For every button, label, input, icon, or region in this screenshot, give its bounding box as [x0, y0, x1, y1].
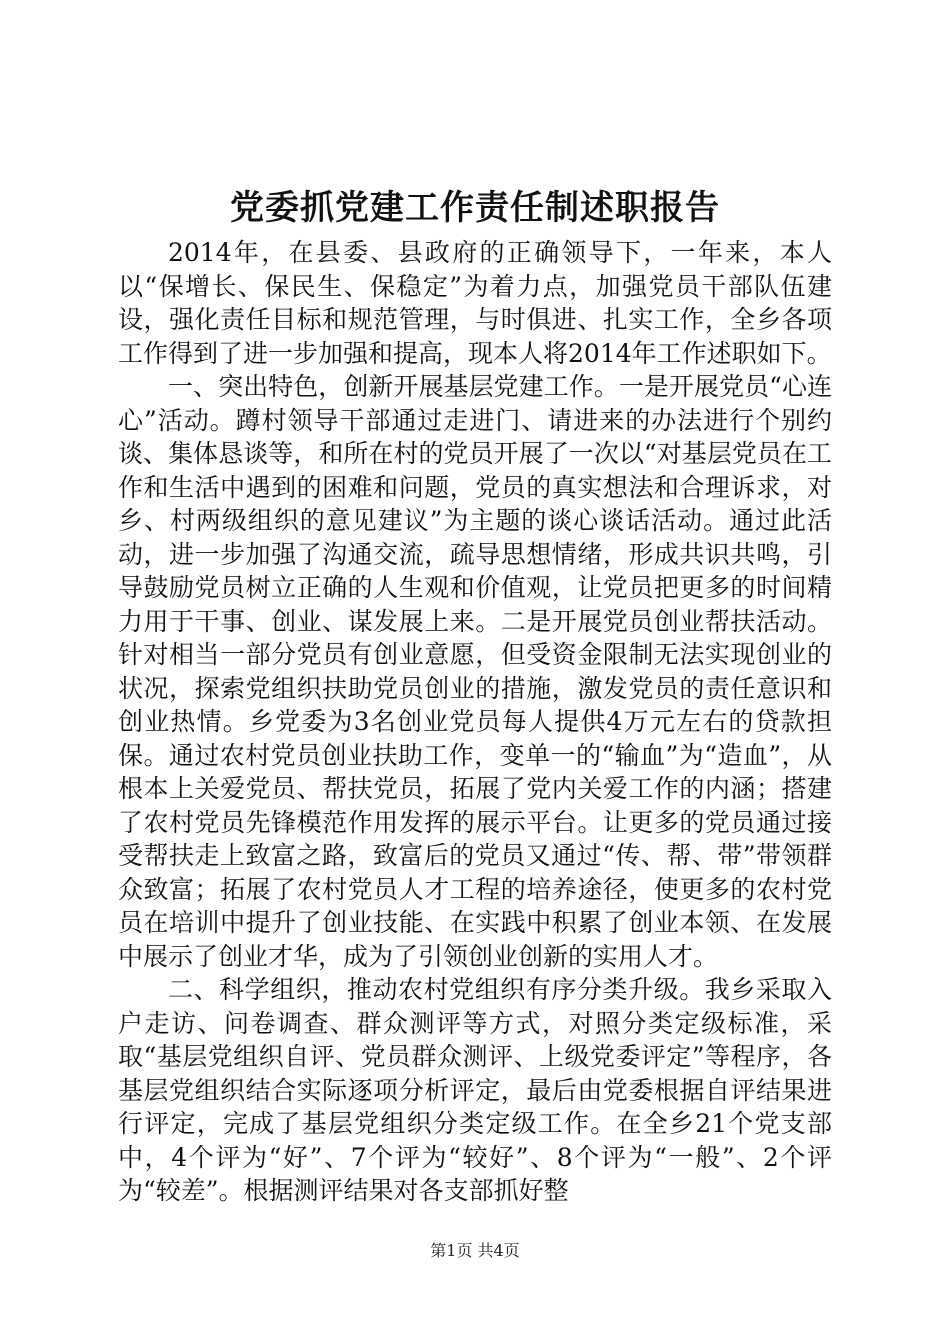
- document-title: 党委抓党建工作责任制述职报告: [230, 188, 720, 228]
- paragraph-intro: 2014年，在县委、县政府的正确领导下，一年来，本人以“保增长、保民生、保稳定”为着力点，加强党员干部队伍建设，强化责任目标和规范管理，与时俱进、扎实工作，全乡各项工作得到了进一步加强和提高，现本人将2014年工作述职如下。: [118, 238, 832, 368]
- document-body: [118, 236, 832, 1208]
- paragraph-section-one: 一、突出特色，创新开展基层党建工作。一是开展党员“心连心”活动。蹲村领导干部通过走进门、请进来的办法进行个别约谈、集体恳谈等，和所在村的党员开展了一次以“对基层党员在工作和生活中遇到的困难和问题，党员的真实想法和合理诉求，对乡、村两级组织的意见建议”为主题的谈心谈话活动。通过此活动，进一步加强了沟通交流，疏导思想情绪，形成共识共鸣，引导鼓励党员树立正确的人生观和价值观，让党员把更多的时间精力用于干事、创业、谋发展上来。二是开展党员创业帮扶活动。针对相当一部分党员有创业意愿，但受资金限制无法实现创业的状况，探索党组织扶助党员创业的措施，激发党员的责任意识和创业热情。乡党委为3名创业党员每人提供4万元左右的贷款担保。通过农村党员创业扶助工作，变单一的“输血”为“造血”，从根本上关爱党员、帮扶党员，拓展了党内关爱工作的内涵；搭建了农村党员先锋模范作用发挥的展示平台。让更多的党员通过接受帮扶走上致富之路，致富后的党员又通过“传、帮、带”带领群众致富；拓展了农村党员人才工程的培养途径，使更多的农村党员在培训中提升了创业技能、在实践中积累了创业本领、在发展中展示了创业才华，成为了引领创业创新的实用人才。: [118, 372, 832, 971]
- page-footer: 第1页 共4页: [430, 1241, 520, 1260]
- paragraph-section-two: 二、科学组织，推动农村党组织有序分类升级。我乡采取入户走访、问卷调查、群众测评等方式，对照分类定级标准，采取“基层党组织自评、党员群众测评、上级党委评定”等程序，各基层党组织结合实际逐项分析评定，最后由党委根据自评结果进行评定，完成了基层党组织分类定级工作。在全乡21个党支部中，4个评为“好”、7个评为“较好”、8个评为“一般”、2个评为“较差”。根据测评结果对各支部抓好整: [118, 975, 832, 1205]
